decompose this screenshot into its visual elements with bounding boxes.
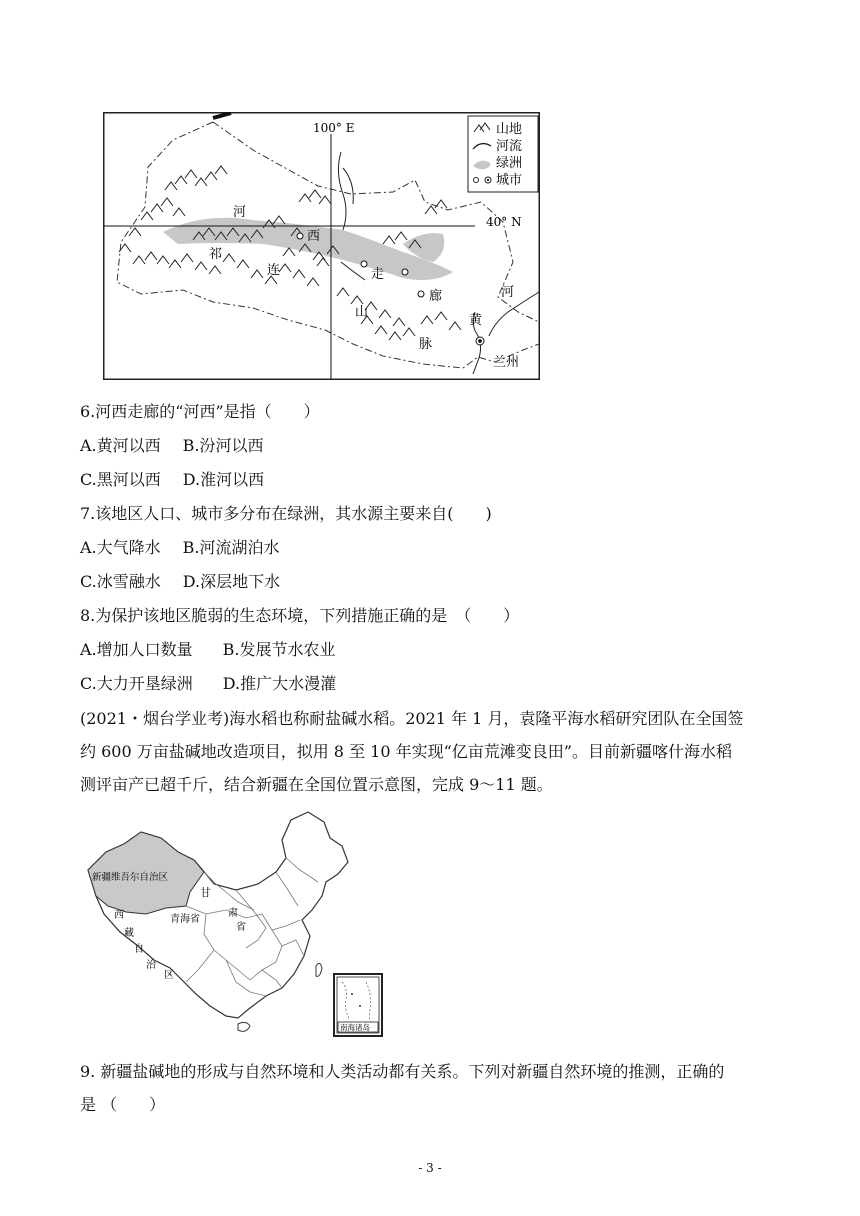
china-map	[86, 810, 386, 1040]
label-qi: 祁	[209, 247, 223, 262]
option-c: C.冰雪融水	[80, 572, 161, 591]
intro-line: (2021・烟台学业考)海水稻也称耐盐碱水稻。2021 年 1 月，袁隆平海水稻研究团队在全国签	[80, 709, 744, 728]
question-9-line: 是 （ ）	[80, 1095, 166, 1114]
label-zou: 走	[371, 267, 385, 282]
option-row	[80, 640, 336, 660]
label-lanzhou: 兰州	[493, 355, 520, 370]
label-xinjiang: 新疆维吾尔自治区	[92, 872, 169, 883]
option-d: D.淮河以西	[182, 470, 265, 489]
legend-label: 绿洲	[496, 156, 523, 171]
label-he: 河	[233, 205, 247, 220]
label-mai: 脉	[419, 337, 433, 352]
label-shan: 山	[355, 305, 369, 320]
label-xizang-3: 自	[134, 944, 144, 955]
option-b: B.汾河以西	[182, 436, 264, 455]
option-row	[80, 470, 264, 490]
label-he2: 河	[501, 285, 515, 300]
option-row	[80, 538, 280, 558]
hexi-corridor-map	[103, 112, 540, 380]
label-xizang-2: 藏	[124, 928, 134, 939]
question-9-line: 9. 新疆盐碱地的形成与自然环境和人类活动都有关系。下列对新疆自然环境的推测，正确的	[80, 1062, 725, 1081]
option-d: D.深层地下水	[182, 572, 281, 591]
latitude-label: 40° N	[486, 215, 522, 229]
south-china-sea-inset	[334, 974, 382, 1036]
inset-label: 南海诸岛	[340, 1023, 370, 1032]
option-row	[80, 572, 280, 592]
page-number: - 3 -	[418, 1161, 442, 1175]
legend-label: 山地	[496, 122, 523, 137]
question-8-stem: 8.为保护该地区脆弱的生态环境，下列措施正确的是 （ ）	[80, 606, 520, 625]
option-b: B.发展节水农业	[222, 640, 336, 659]
option-a: A.增加人口数量	[80, 640, 193, 659]
label-su: 肃	[228, 908, 238, 919]
label-xi: 西	[307, 229, 321, 244]
label-xizang-1: 西	[114, 910, 124, 921]
label-lang: 廊	[429, 289, 443, 304]
label-gan: 甘	[200, 886, 211, 899]
option-d: D.推广大水漫灌	[222, 674, 337, 693]
question-6-stem: 6.河西走廊的“河西”是指（ ）	[80, 402, 320, 421]
option-c: C.大力开垦绿洲	[80, 674, 193, 693]
label-xizang-4: 治	[146, 960, 156, 971]
option-b: B.河流湖泊水	[182, 538, 280, 557]
option-a: A.大气降水	[80, 538, 161, 557]
option-row	[80, 436, 264, 456]
question-7-stem: 7.该地区人口、城市多分布在绿洲，其水源主要来自( )	[80, 504, 492, 523]
intro-paragraph	[80, 702, 792, 801]
option-c: C.黑河以西	[80, 470, 161, 489]
label-xizang-5: 区	[164, 970, 174, 981]
intro-line: 测评亩产已超千斤，结合新疆在全国位置示意图，完成 9～11 题。	[80, 775, 553, 794]
label-huang: 黄	[469, 313, 483, 328]
label-lian: 连	[267, 263, 281, 278]
map1-legend	[468, 116, 538, 192]
intro-line: 约 600 万亩盐碱地改造项目，拟用 8 至 10 年实现“亿亩荒滩变良田”。目前新疆喀什海水稻	[80, 742, 732, 761]
option-a: A.黄河以西	[80, 436, 161, 455]
option-row	[80, 674, 336, 694]
legend-label: 城市	[496, 173, 523, 188]
legend-label: 河流	[496, 139, 523, 154]
label-qinghai: 青海省	[170, 914, 200, 925]
longitude-label: 100° E	[313, 121, 355, 135]
question-9-stem	[80, 1055, 792, 1121]
label-sheng: 省	[236, 922, 246, 933]
